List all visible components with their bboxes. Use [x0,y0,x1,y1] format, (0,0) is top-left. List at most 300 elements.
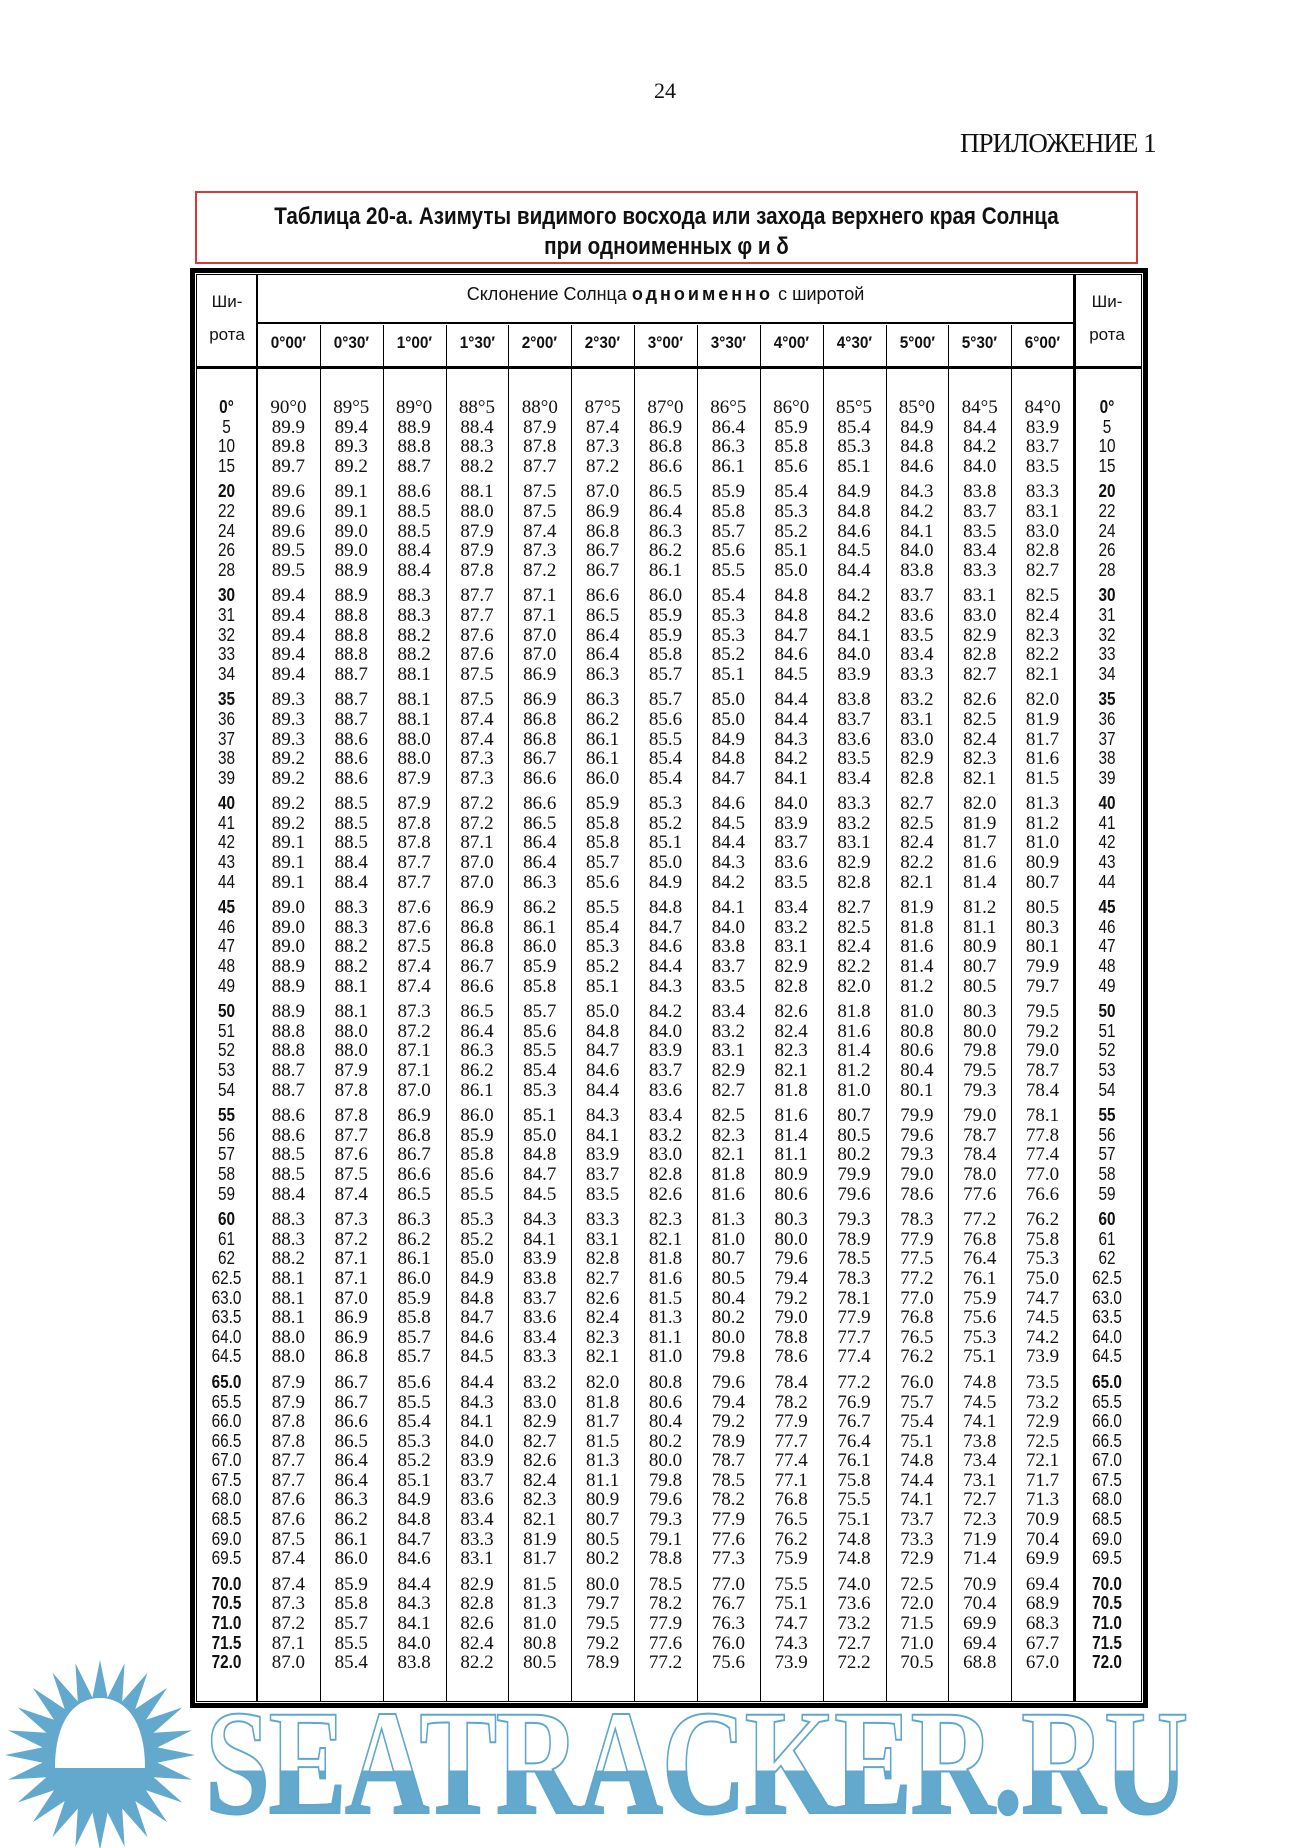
azimuth-cell: 78.6 [774,1346,808,1368]
azimuth-cell: 87.5 [334,1163,368,1185]
azimuth-cell: 76.0 [900,1371,934,1393]
azimuth-cell: 85.8 [648,644,683,666]
azimuth-cell: 85.9 [397,1287,431,1309]
table-row [196,1185,1142,1205]
azimuth-cell: 83.1 [460,1548,494,1570]
azimuth-cell: 78.3 [837,1267,871,1289]
azimuth-cell: 82.4 [1025,604,1060,626]
azimuth-cell: 81.9 [1025,708,1060,730]
azimuth-cell: 82.8 [460,1593,494,1615]
azimuth-cell: 79.5 [963,1060,997,1081]
azimuth-cell: 85.4 [523,1060,557,1081]
azimuth-cell: 86.8 [523,708,557,730]
azimuth-cell: 81.6 [900,936,934,958]
latitude-cell: 0° [219,397,234,417]
azimuth-cell: 85.3 [837,436,871,458]
table-row [196,645,1142,665]
latitude-cell: 30 [217,585,236,606]
azimuth-cell: 81.3 [586,1450,620,1472]
latitude-cell: 69.5 [211,1548,242,1569]
azimuth-cell: 82.0 [1025,689,1060,711]
azimuth-cell: 85.3 [586,936,620,958]
azimuth-cell: 76.7 [837,1411,871,1433]
azimuth-cell: 79.7 [1025,975,1060,997]
azimuth-cell: 71.4 [963,1548,997,1570]
azimuth-cell: 77.8 [1025,1124,1060,1146]
azimuth-cell: 85.0 [711,689,745,711]
azimuth-cell: 88.1 [334,1001,368,1023]
azimuth-cell: 84.0 [397,1632,431,1654]
latitude-cell-right: 69.5 [1092,1548,1122,1569]
azimuth-cell: 67.0 [1025,1652,1060,1674]
azimuth-cell: 87.9 [334,1060,368,1081]
azimuth-cell: 87.8 [271,1411,306,1433]
azimuth-cell: 87.0 [460,871,494,893]
azimuth-cell: 87.7 [460,604,494,626]
latitude-cell-right: 46 [1098,916,1116,937]
table-row [196,1432,1142,1452]
azimuth-cell: 87.6 [460,624,494,646]
azimuth-cell: 82.0 [586,1371,620,1393]
latitude-cell-right: 71.0 [1092,1613,1122,1634]
azimuth-cell: 82.1 [648,1228,683,1250]
latitude-cell: 57 [217,1144,236,1165]
azimuth-cell: 83.7 [711,956,745,978]
azimuth-cell: 85.2 [648,812,683,834]
azimuth-cell: 75.5 [774,1573,808,1595]
azimuth-cell: 87.8 [334,1079,368,1101]
azimuth-cell: 80.5 [963,975,997,997]
latitude-cell-right: 0° [1099,397,1115,417]
azimuth-cell: 84.9 [711,728,745,750]
azimuth-cell: 85.3 [774,500,808,522]
azimuth-cell: 84.1 [460,1411,494,1433]
azimuth-cell: 88.1 [271,1267,306,1289]
azimuth-cell: 83.2 [837,812,871,834]
declination-header-bold: одноименно [631,284,774,304]
azimuth-cell: 85.4 [648,767,683,789]
azimuth-cell: 85.0 [523,1124,557,1146]
azimuth-cell: 80.6 [774,1183,808,1205]
azimuth-cell: 78.9 [586,1652,620,1674]
azimuth-cell: 83.5 [774,871,808,893]
azimuth-cell: 85.9 [648,624,683,646]
azimuth-cell: 87.2 [460,812,494,834]
azimuth-cell: 67.7 [1025,1632,1060,1654]
azimuth-cell: 81.6 [711,1183,745,1205]
azimuth-cell: 82.9 [837,852,871,874]
azimuth-cell: 86.2 [397,1228,431,1250]
azimuth-cell: 80.2 [648,1430,683,1452]
azimuth-cell: 77.4 [774,1450,808,1472]
azimuth-cell: 83.9 [837,663,871,685]
table-title [195,191,1138,264]
azimuth-cell: 80.3 [774,1209,808,1231]
azimuth-cell: 83.2 [523,1371,557,1393]
azimuth-cell: 87.5 [271,1528,306,1550]
azimuth-cell: 80.7 [1025,871,1060,893]
azimuth-cell: 87.7 [334,1124,368,1146]
azimuth-cell: 84.6 [397,1548,431,1570]
latitude-cell: 70.0 [211,1573,242,1594]
latitude-cell: 70.5 [211,1593,242,1614]
azimuth-cell: 85.5 [334,1632,368,1654]
azimuth-cell: 80.0 [648,1450,683,1472]
azimuth-cell: 79.2 [1025,1020,1060,1042]
azimuth-cell: 88.6 [334,748,368,770]
azimuth-cell: 79.6 [837,1183,871,1205]
azimuth-cell: 86.8 [523,728,557,750]
azimuth-cell: 68.3 [1025,1613,1060,1635]
azimuth-cell: 87.0 [523,624,557,646]
table-row [196,873,1142,893]
azimuth-cell: 87.2 [523,559,557,581]
azimuth-cell: 80.4 [711,1287,745,1309]
azimuth-cell: 87.1 [271,1632,306,1654]
azimuth-cell: 70.5 [900,1652,934,1674]
azimuth-cell: 81.2 [1025,812,1060,834]
table-row [196,1308,1142,1328]
azimuth-cell: 89.3 [271,728,306,750]
azimuth-cell: 73.6 [837,1593,871,1615]
azimuth-cell: 81.5 [1025,767,1060,789]
azimuth-cell: 73.9 [774,1652,808,1674]
latitude-cell-right: 56 [1098,1124,1116,1145]
latitude-cell: 22 [217,500,236,521]
azimuth-cell: 85.7 [397,1346,431,1368]
azimuth-cell: 83.3 [523,1346,557,1368]
azimuth-cell: 88.2 [397,624,431,646]
azimuth-cell: 84.6 [837,520,871,542]
azimuth-cell: 81.0 [1025,832,1060,854]
azimuth-cell: 79.4 [774,1267,808,1289]
azimuth-cell: 88.8 [334,604,368,626]
latitude-cell: 33 [217,644,236,665]
azimuth-cell: 87.2 [586,455,620,477]
azimuth-cell: 86.0 [586,767,620,789]
azimuth-cell: 75.9 [774,1548,808,1570]
latitude-cell: 36 [217,708,236,729]
azimuth-cell: 82.5 [837,916,871,938]
azimuth-cell: 78.9 [837,1228,871,1250]
azimuth-cell: 89.0 [334,520,368,542]
azimuth-cell: 83.3 [586,1209,620,1231]
azimuth-cell: 84.6 [711,793,745,815]
latitude-cell: 24 [217,520,236,541]
azimuth-cell: 85°5 [835,397,873,418]
azimuth-cell: 87.4 [334,1183,368,1205]
azimuth-cell: 84.4 [711,832,745,854]
table-row [196,690,1142,710]
azimuth-cell: 86.9 [586,500,620,522]
azimuth-cell: 82.7 [523,1430,557,1452]
azimuth-cell: 82.3 [963,748,997,770]
azimuth-cell: 81.3 [711,1209,745,1231]
azimuth-cell: 85.3 [711,624,745,646]
azimuth-cell: 88.6 [271,1105,306,1127]
azimuth-cell: 84.6 [774,644,808,666]
azimuth-cell: 80.7 [711,1248,745,1270]
latitude-cell: 20 [217,481,236,502]
azimuth-cell: 80.3 [1025,916,1060,938]
azimuth-cell: 85.0 [586,1001,620,1023]
azimuth-cell: 79.2 [711,1411,745,1433]
azimuth-cell: 84.3 [900,481,934,503]
azimuth-cell: 86.1 [397,1248,431,1270]
azimuth-cell: 85.1 [523,1105,557,1127]
azimuth-cell: 83.8 [397,1652,431,1674]
azimuth-cell: 86.4 [523,832,557,854]
azimuth-cell: 85°0 [898,397,935,418]
azimuth-cell: 76.8 [774,1489,808,1511]
azimuth-cell: 85.3 [711,604,745,626]
latitude-cell-right: 49 [1098,975,1116,996]
latitude-cell: 35 [217,689,236,710]
azimuth-cell: 85.4 [837,416,871,438]
azimuth-cell: 84.5 [711,812,745,834]
azimuth-cell: 84.2 [774,748,808,770]
azimuth-cell: 81.4 [900,956,934,978]
azimuth-cell: 81.7 [963,832,997,854]
azimuth-cell: 88.5 [397,520,431,542]
azimuth-cell: 83.8 [523,1267,557,1289]
azimuth-cell: 83.1 [837,832,871,854]
azimuth-cell: 81.2 [837,1060,871,1081]
latitude-cell-right: 60 [1098,1209,1116,1230]
azimuth-cell: 75.8 [1025,1228,1060,1250]
azimuth-cell: 82.5 [963,708,997,730]
azimuth-cell: 82.6 [586,1287,620,1309]
azimuth-cell: 71.0 [900,1632,934,1654]
azimuth-cell: 82.3 [648,1209,683,1231]
azimuth-cell: 84.7 [586,1040,620,1062]
azimuth-cell: 83.3 [837,793,871,815]
azimuth-cell: 81.5 [648,1287,683,1309]
azimuth-cell: 85.8 [460,1144,494,1166]
azimuth-cell: 82.6 [648,1183,683,1205]
azimuth-cell: 76.1 [837,1450,871,1472]
table-row [196,1490,1142,1510]
azimuth-cell: 89.3 [334,436,368,458]
latitude-cell-right: 53 [1098,1060,1116,1080]
azimuth-cell: 80.0 [711,1326,745,1348]
azimuth-cell: 86.4 [460,1020,494,1042]
azimuth-cell: 77.2 [900,1267,934,1289]
azimuth-cell: 81.7 [586,1411,620,1433]
azimuth-cell: 89.4 [334,416,368,438]
azimuth-cell: 81.8 [648,1248,683,1270]
azimuth-cell: 87.1 [334,1248,368,1270]
azimuth-cell: 80.8 [523,1632,557,1654]
latitude-cell: 48 [217,956,236,977]
azimuth-cell: 88.0 [271,1346,306,1368]
azimuth-cell: 87.3 [523,540,557,562]
azimuth-cell: 82.3 [1025,624,1060,646]
azimuth-cell: 89.1 [271,852,306,874]
azimuth-cell: 85.6 [648,708,683,730]
azimuth-cell: 85.1 [648,832,683,854]
azimuth-cell: 87.8 [523,436,557,458]
latitude-cell: 62.5 [211,1267,242,1288]
latitude-cell-right: 34 [1098,663,1116,684]
azimuth-cell: 89.3 [271,689,306,711]
lat-header-left-top: Ши- [211,292,243,311]
azimuth-cell: 87.5 [460,689,494,711]
table-row [196,977,1142,997]
azimuth-cell: 82.1 [963,767,997,789]
table-row [196,502,1142,522]
azimuth-cell: 75.5 [837,1489,871,1511]
table-row [196,1614,1142,1634]
azimuth-cell: 89.3 [271,708,306,730]
azimuth-cell: 86.8 [397,1124,431,1146]
azimuth-cell: 84.4 [837,559,871,581]
azimuth-cell: 80.1 [1025,936,1060,958]
column-header: 6°00′ [1024,333,1061,352]
azimuth-cell: 86.9 [397,1105,431,1127]
azimuth-cell: 84.9 [648,871,683,893]
azimuth-cell: 88.5 [334,812,368,834]
azimuth-cell: 85.5 [648,728,683,750]
azimuth-cell: 88.3 [460,436,494,458]
azimuth-cell: 85.6 [586,871,620,893]
azimuth-cell: 85.9 [334,1573,368,1595]
azimuth-cell: 87.4 [397,956,431,978]
azimuth-cell: 81.5 [523,1573,557,1595]
azimuth-cell: 78.9 [711,1430,745,1452]
latitude-cell: 10 [217,436,236,457]
azimuth-cell: 86°5 [710,397,747,418]
azimuth-cell: 72.5 [900,1573,934,1595]
azimuth-cell: 84.4 [774,708,808,730]
azimuth-cell: 83.5 [1025,455,1060,477]
azimuth-cell: 86.3 [460,1040,494,1062]
azimuth-cell: 73.8 [963,1430,997,1452]
azimuth-cell: 81.7 [1025,728,1060,750]
azimuth-cell: 87.2 [460,793,494,815]
azimuth-cell: 79.2 [774,1287,808,1309]
azimuth-cell: 82.3 [774,1040,808,1062]
azimuth-cell: 84.8 [397,1509,431,1531]
azimuth-cell: 74.8 [837,1548,871,1570]
azimuth-cell: 77.2 [963,1209,997,1231]
azimuth-cell: 85.2 [774,520,808,542]
lat-header-left-bottom: рота [209,325,245,344]
azimuth-cell: 77.6 [963,1183,997,1205]
latitude-cell-right: 48 [1098,956,1116,977]
azimuth-cell: 78.1 [837,1287,871,1309]
azimuth-cell: 86.7 [334,1371,368,1393]
azimuth-cell: 81.0 [711,1228,745,1250]
table-row [196,457,1142,477]
table-row [196,710,1142,730]
latitude-cell-right: 55 [1098,1105,1116,1126]
azimuth-cell: 88.8 [397,436,431,458]
azimuth-cell: 89.4 [271,585,306,607]
azimuth-cell: 79.0 [1025,1040,1060,1062]
azimuth-cell: 85.9 [774,416,808,438]
azimuth-cell: 88.8 [334,644,368,666]
azimuth-cell: 84.4 [648,956,683,978]
azimuth-cell: 78.2 [774,1391,808,1413]
azimuth-cell: 80.7 [837,1105,871,1127]
azimuth-cell: 87.7 [271,1450,306,1472]
azimuth-cell: 85.4 [586,916,620,938]
azimuth-cell: 81.8 [586,1391,620,1413]
azimuth-cell: 87.6 [334,1144,368,1166]
azimuth-cell: 75.0 [1025,1267,1060,1289]
azimuth-cell: 88.7 [334,689,368,711]
azimuth-cell: 78.6 [900,1183,934,1205]
azimuth-cell: 82.3 [711,1124,745,1146]
latitude-cell: 46 [217,916,236,937]
azimuth-cell: 84.8 [774,585,808,607]
azimuth-cell: 78.1 [1025,1105,1060,1127]
azimuth-cell: 83.6 [648,1079,683,1101]
azimuth-cell: 82.8 [648,1163,683,1185]
azimuth-cell: 88.5 [271,1144,306,1166]
azimuth-cell: 88.5 [397,500,431,522]
azimuth-cell: 80.3 [963,1001,997,1023]
azimuth-cell: 84.1 [837,624,871,646]
azimuth-cell: 83.4 [837,767,871,789]
azimuth-cell: 75.6 [963,1307,997,1329]
latitude-cell: 47 [217,936,236,957]
azimuth-cell: 85.9 [711,481,745,503]
azimuth-cell: 89.0 [334,540,368,562]
latitude-cell-right: 54 [1098,1079,1116,1100]
column-header: 0°30′ [333,333,369,352]
azimuth-cell: 83.7 [900,585,934,607]
azimuth-cell: 75.8 [837,1469,871,1491]
azimuth-cell: 84.6 [900,455,934,477]
azimuth-cell: 83.4 [711,1001,745,1023]
table-row [196,482,1142,502]
azimuth-cell: 80.7 [586,1509,620,1531]
azimuth-cell: 86.4 [586,644,620,666]
latitude-cell: 54 [217,1079,236,1100]
latitude-cell-right: 68.0 [1092,1489,1122,1510]
azimuth-cell: 79.8 [648,1469,683,1491]
azimuth-cell: 87.4 [586,416,620,438]
azimuth-cell: 89.0 [271,897,306,919]
azimuth-cell: 89.4 [271,604,306,626]
table-row [196,1575,1142,1595]
azimuth-cell: 79.6 [648,1489,683,1511]
latitude-cell-right: 33 [1098,644,1116,665]
azimuth-cell: 87.9 [460,520,494,542]
azimuth-cell: 82.8 [586,1248,620,1270]
azimuth-cell: 89.1 [334,481,368,503]
table-row [196,1653,1142,1673]
azimuth-cell: 84.3 [774,728,808,750]
azimuth-cell: 84.3 [397,1593,431,1615]
azimuth-cell: 87.2 [397,1020,431,1042]
azimuth-cell: 87.3 [460,767,494,789]
azimuth-cell: 79.1 [648,1528,683,1550]
table-row [196,918,1142,938]
azimuth-cell: 82.7 [837,897,871,919]
azimuth-cell: 83.7 [837,708,871,730]
latitude-cell-right: 69.0 [1092,1528,1122,1549]
azimuth-cell: 79.5 [1025,1001,1060,1023]
azimuth-cell: 85.7 [711,520,745,542]
azimuth-cell: 87.8 [397,832,431,854]
latitude-cell: 66.5 [211,1430,242,1451]
azimuth-cell: 89°0 [396,397,433,418]
azimuth-cell: 77.0 [900,1287,934,1309]
table-row [196,1510,1142,1530]
